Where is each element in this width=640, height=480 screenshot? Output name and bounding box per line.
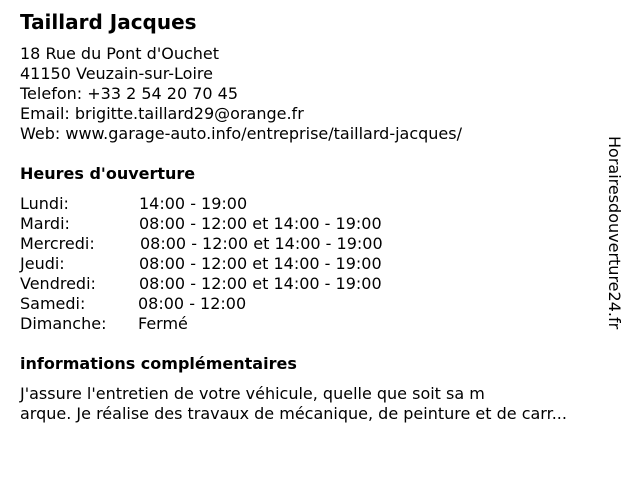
day-hours: 08:00 - 12:00 et 14:00 - 19:00 [139, 214, 382, 233]
site-watermark: Horairesdouverture24.fr [605, 136, 624, 330]
info-line-1: J'assure l'entretien de votre véhicule, quelle que soit sa m [20, 384, 485, 403]
phone-line: Telefon: +33 2 54 20 70 45 [20, 84, 239, 103]
day-label: Samedi: [20, 294, 86, 313]
day-label: Jeudi: [20, 254, 65, 273]
day-label: Vendredi: [20, 274, 96, 293]
info-heading: informations complémentaires [20, 354, 297, 373]
day-hours: 08:00 - 12:00 et 14:00 - 19:00 [139, 254, 382, 273]
day-label: Lundi: [20, 194, 69, 213]
day-hours: 08:00 - 12:00 et 14:00 - 19:00 [139, 274, 382, 293]
email-line: Email: brigitte.taillard29@orange.fr [20, 104, 304, 123]
day-label: Mardi: [20, 214, 70, 233]
day-hours: 14:00 - 19:00 [139, 194, 248, 213]
day-label: Dimanche: [20, 314, 107, 333]
day-hours: 08:00 - 12:00 [138, 294, 247, 313]
address-street: 18 Rue du Pont d'Ouchet [20, 44, 220, 63]
hours-heading: Heures d'ouverture [20, 164, 196, 183]
address-city: 41150 Veuzain-sur-Loire [20, 64, 213, 83]
day-label: Mercredi: [20, 234, 95, 253]
day-hours: 08:00 - 12:00 et 14:00 - 19:00 [140, 234, 383, 253]
info-description [20, 384, 567, 424]
web-line: Web: www.garage-auto.info/entreprise/taillard-jacques/ [20, 124, 462, 143]
contact-block [20, 44, 462, 144]
business-name: Taillard Jacques [20, 10, 197, 34]
day-hours: Fermé [138, 314, 188, 333]
info-line-2: arque. Je réalise des travaux de mécanique, de peinture et de carr... [20, 404, 567, 423]
